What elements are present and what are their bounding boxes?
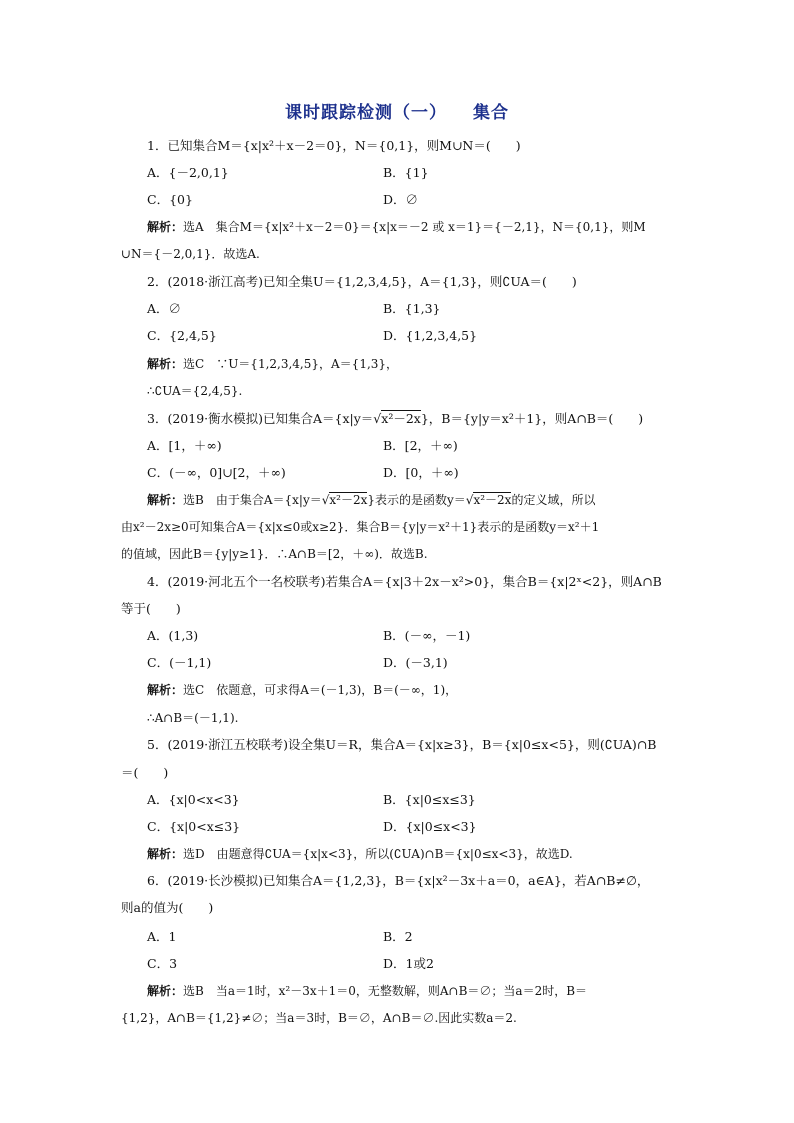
question-6-option-d: D．1或2 [383,956,434,971]
question-1-option-b: B．{1} [383,165,429,180]
question-6-stem-line-1: 6．(2019·长沙模拟)已知集合A＝{1,2,3}，B＝{x|x²－3x＋a＝0，a∈A}，若A∩B≠∅， [147,873,650,888]
solution-text: }表示的是函数y＝ [367,493,466,507]
title-topic: 集合 [473,103,509,123]
question-2-option-b: B．{1,3} [383,301,441,316]
solution-label: 解析： [147,220,184,234]
question-5-option-c: C．{x|0<x≤3} [147,819,241,834]
question-3-solution-line-3: 的值域，因此B＝{y|y≥1}．∴A∩B＝[2，＋∞)．故选B. [121,547,428,561]
solution-text: 选B 当a＝1时，x²－3x＋1＝0，无整数解，则A∩B＝∅；当a＝2时，B＝ [183,984,588,998]
question-3-stem: 3．(2019·衡水模拟)已知集合A＝{x|y＝√x²－2x}，B＝{y|y＝x²＋1}，则A∩B＝( ) [147,411,644,426]
title-main: 课时跟踪检测（一） [285,103,447,123]
question-5-option-a: A．{x|0<x<3} [147,792,240,807]
solution-text: 选D 由题意得∁UA＝{x|x<3}，所以(∁UA)∩B＝{x|0≤x<3}，故选D. [183,847,573,861]
question-3-option-b: B．[2，＋∞) [383,438,458,453]
question-5-option-d: D．{x|0≤x<3} [383,819,477,834]
solution-label: 解析： [147,493,184,507]
question-4-option-a: A．(1,3) [147,628,199,643]
question-2-solution-line-1 [147,355,398,373]
question-2-option-d: D．{1,2,3,4,5} [383,328,478,343]
question-1-option-d: D．∅ [383,192,419,207]
question-5-solution-line-1 [147,845,573,863]
solution-text: 的定义域，所以 [511,493,596,507]
question-6-option-a: A．1 [147,929,177,944]
solution-text: 选C ∵U＝{1,2,3,4,5}，A＝{1,3}， [183,357,399,371]
solution-text: 选A 集合M＝{x|x²＋x－2＝0}＝{x|x＝－2 或 x＝1}＝{－2,1}，N＝{0,1}，则M [183,220,646,234]
solution-text: 选C 依题意，可求得A＝(－1,3)，B＝(－∞，1)， [183,683,458,697]
question-2-option-a: A．∅ [147,301,182,316]
question-4-stem-line-1: 4．(2019·河北五个一名校联考)若集合A＝{x|3＋2x－x²>0}，集合B＝{x|2ˣ<2}，则A∩B [147,574,662,589]
question-5-option-b: B．{x|0≤x≤3} [383,792,476,807]
question-6-option-c: C．3 [147,956,178,971]
stem-text: 3．(2019·衡水模拟)已知集合A＝{x|y＝ [147,411,374,426]
question-5-stem-line-2: ＝( ) [121,765,169,780]
solution-label: 解析： [147,683,184,697]
question-3-solution-line-2: 由x²－2x≥0可知集合A＝{x|x≤0或x≥2}．集合B＝{y|y＝x²＋1}表示的是函数y＝x²＋1 [121,520,600,534]
question-3-option-d: D．[0，＋∞) [383,465,459,480]
question-2-stem: 2．(2018·浙江高考)已知全集U＝{1,2,3,4,5}，A＝{1,3}，则∁UA＝( ) [147,274,577,289]
page-title [0,98,794,123]
question-3-option-a: A．[1，＋∞) [147,438,222,453]
question-6-stem-line-2: 则a的值为( ) [121,900,214,915]
solution-label: 解析： [147,357,184,371]
question-6-solution-line-1 [147,982,587,1000]
question-1-stem: 1．已知集合M＝{x|x²＋x－2＝0}，N＝{0,1}，则M∪N＝( ) [147,138,521,153]
question-6-option-b: B．2 [383,929,413,944]
sqrt-radicand: x²－2x [381,411,421,426]
question-3-solution-line-1: 解析：选B 由于集合A＝{x|y＝√x²－2x}表示的是函数y＝√x²－2x的定义域，所以 [147,493,596,507]
question-1-solution-line-1 [147,218,646,236]
question-6-solution-line-2: {1,2}，A∩B＝{1,2}≠∅；当a＝3时，B＝∅，A∩B＝∅.因此实数a＝2. [121,1011,517,1025]
question-1-option-a: A．{－2,0,1} [147,165,229,180]
question-2-option-c: C．{2,4,5} [147,328,217,343]
question-4-option-c: C．(－1,1) [147,655,212,670]
question-1-option-c: C．{0} [147,192,193,207]
question-4-option-d: D．(－3,1) [383,655,448,670]
solution-label: 解析： [147,847,184,861]
question-4-solution-line-1 [147,681,457,699]
question-5-stem-line-1: 5．(2019·浙江五校联考)设全集U＝R，集合A＝{x|x≥3}，B＝{x|0≤x<5}，则(∁UA)∩B [147,737,657,752]
question-4-option-b: B．(－∞，－1) [383,628,471,643]
solution-label: 解析： [147,984,184,998]
stem-text: }，B＝{y|y＝x²＋1}，则A∩B＝( ) [420,411,644,426]
solution-text: 选B 由于集合A＝{x|y＝ [183,493,322,507]
question-2-solution-line-2: ∴∁UA＝{2,4,5}. [147,384,243,398]
question-4-solution-line-2: ∴A∩B＝(－1,1). [147,711,239,725]
sqrt-radicand: x²－2x [473,493,512,507]
sqrt-radicand: x²－2x [329,493,368,507]
question-4-stem-line-2: 等于( ) [121,601,181,616]
question-3-option-c: C．(－∞，0]∪[2，＋∞) [147,465,286,480]
question-1-solution-line-2: ∪N＝{－2,0,1}．故选A. [121,247,260,261]
